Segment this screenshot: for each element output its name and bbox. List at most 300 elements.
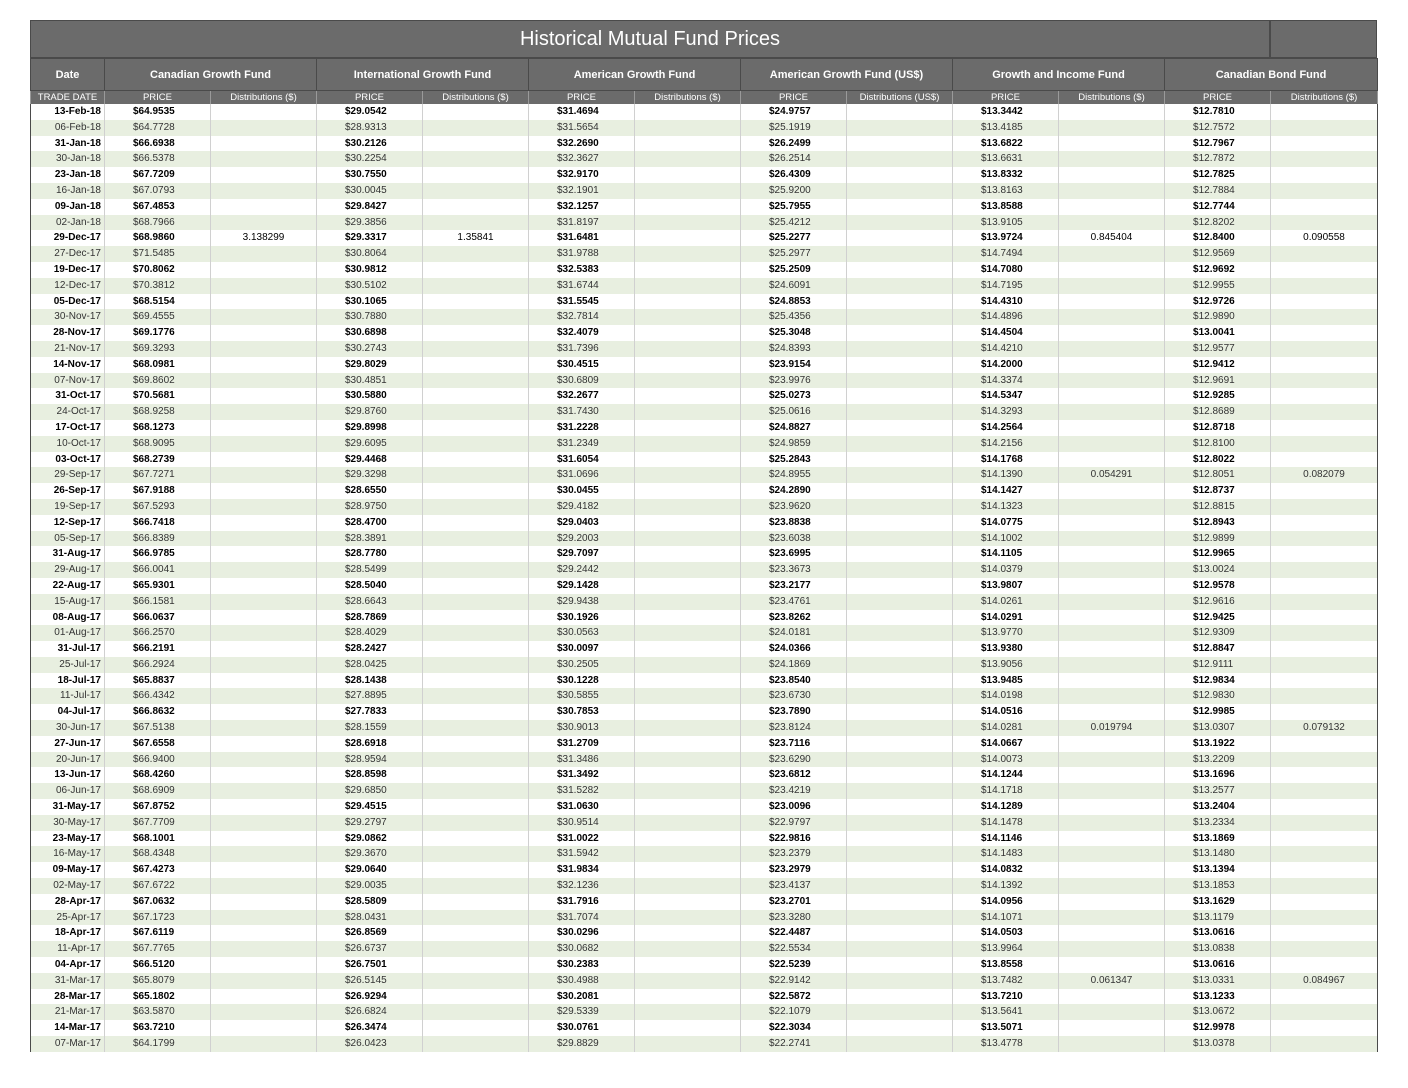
trade-date-cell: 09-May-17 (31, 862, 105, 878)
distribution-cell (423, 578, 529, 594)
price-cell: $12.8737 (1165, 483, 1271, 499)
distribution-cell (635, 467, 741, 483)
price-cell: $12.8051 (1165, 467, 1271, 483)
distribution-cell (1271, 341, 1378, 357)
price-cell: $67.7209 (105, 167, 211, 183)
price-cell: $14.5347 (953, 388, 1059, 404)
distribution-cell (847, 167, 953, 183)
price-cell: $30.2505 (529, 657, 635, 673)
distribution-cell (1059, 357, 1165, 373)
price-cell: $28.5809 (317, 894, 423, 910)
distribution-cell (847, 657, 953, 673)
distribution-cell (1059, 894, 1165, 910)
distribution-cell (211, 420, 317, 436)
distribution-cell (1059, 657, 1165, 673)
price-cell: $14.0832 (953, 862, 1059, 878)
price-cell: $13.9807 (953, 578, 1059, 594)
price-cell: $67.1723 (105, 910, 211, 926)
distribution-cell (211, 104, 317, 120)
mutual-fund-price-sheet (30, 20, 1377, 1052)
distribution-cell (1271, 704, 1378, 720)
price-cell: $66.1581 (105, 594, 211, 610)
distributions-subheader: Distributions ($) (1059, 91, 1165, 105)
price-cell: $13.7210 (953, 989, 1059, 1005)
distribution-cell (423, 262, 529, 278)
distribution-cell (635, 720, 741, 736)
price-cell: $68.1001 (105, 831, 211, 847)
distribution-cell: 0.845404 (1059, 230, 1165, 246)
price-cell: $31.0630 (529, 799, 635, 815)
distribution-cell (211, 989, 317, 1005)
distribution-cell (211, 199, 317, 215)
price-cell: $23.8262 (741, 610, 847, 626)
distribution-cell (635, 862, 741, 878)
date-header: Date (31, 59, 105, 91)
fund-header: Canadian Bond Fund (1165, 59, 1378, 91)
trade-date-subheader: TRADE DATE (31, 91, 105, 105)
distribution-cell (423, 641, 529, 657)
distribution-cell (1059, 373, 1165, 389)
distribution-cell (847, 136, 953, 152)
price-cell: $31.5282 (529, 783, 635, 799)
distribution-cell (423, 151, 529, 167)
distribution-cell (635, 136, 741, 152)
price-cell: $22.2741 (741, 1036, 847, 1052)
price-cell: $70.3812 (105, 278, 211, 294)
price-cell: $30.0045 (317, 183, 423, 199)
table-row (31, 752, 1378, 768)
distribution-cell (1271, 546, 1378, 562)
price-cell: $27.8895 (317, 688, 423, 704)
distribution-cell (1059, 215, 1165, 231)
distribution-cell (211, 388, 317, 404)
price-cell: $14.0073 (953, 752, 1059, 768)
price-cell: $71.5485 (105, 246, 211, 262)
price-cell: $67.5138 (105, 720, 211, 736)
distribution-cell (211, 878, 317, 894)
price-cell: $68.4260 (105, 767, 211, 783)
trade-date-cell: 06-Jun-17 (31, 783, 105, 799)
price-cell: $14.0291 (953, 610, 1059, 626)
distribution-cell (635, 436, 741, 452)
price-cell: $30.5102 (317, 278, 423, 294)
table-row (31, 720, 1378, 736)
distribution-cell (635, 578, 741, 594)
price-cell: $13.1696 (1165, 767, 1271, 783)
price-cell: $31.0696 (529, 467, 635, 483)
distribution-cell (211, 641, 317, 657)
price-cell: $32.1236 (529, 878, 635, 894)
trade-date-cell: 14-Nov-17 (31, 357, 105, 373)
distribution-cell (423, 309, 529, 325)
price-cell: $68.9860 (105, 230, 211, 246)
price-cell: $66.9400 (105, 752, 211, 768)
price-cell: $14.2564 (953, 420, 1059, 436)
price-cell: $64.9535 (105, 104, 211, 120)
distribution-cell (635, 120, 741, 136)
trade-date-cell: 21-Mar-17 (31, 1004, 105, 1020)
distribution-cell (1271, 783, 1378, 799)
distribution-cell (1271, 404, 1378, 420)
price-cell: $23.8838 (741, 515, 847, 531)
distribution-cell (211, 357, 317, 373)
distribution-cell (635, 230, 741, 246)
price-cell: $32.2690 (529, 136, 635, 152)
price-cell: $13.9380 (953, 641, 1059, 657)
price-cell: $14.4310 (953, 294, 1059, 310)
price-cell: $31.3492 (529, 767, 635, 783)
price-cell: $28.3891 (317, 531, 423, 547)
price-cell: $68.4348 (105, 846, 211, 862)
distribution-cell (1059, 388, 1165, 404)
table-row (31, 815, 1378, 831)
table-row (31, 767, 1378, 783)
table-row (31, 783, 1378, 799)
price-cell: $12.9965 (1165, 546, 1271, 562)
price-cell: $14.1768 (953, 452, 1059, 468)
trade-date-cell: 13-Feb-18 (31, 104, 105, 120)
fund-header: International Growth Fund (317, 59, 529, 91)
price-cell: $12.8943 (1165, 515, 1271, 531)
distribution-cell (847, 246, 953, 262)
distribution-cell (1059, 136, 1165, 152)
price-cell: $30.9013 (529, 720, 635, 736)
distribution-cell (211, 325, 317, 341)
distribution-cell (211, 720, 317, 736)
table-row (31, 136, 1378, 152)
price-cell: $13.0378 (1165, 1036, 1271, 1052)
distribution-cell (211, 815, 317, 831)
price-cell: $26.2499 (741, 136, 847, 152)
price-cell: $30.6898 (317, 325, 423, 341)
trade-date-cell: 10-Oct-17 (31, 436, 105, 452)
price-cell: $14.2000 (953, 357, 1059, 373)
price-cell: $24.9859 (741, 436, 847, 452)
price-cell: $69.3293 (105, 341, 211, 357)
distribution-cell (211, 1004, 317, 1020)
table-row (31, 625, 1378, 641)
distribution-cell (1271, 278, 1378, 294)
trade-date-cell: 11-Apr-17 (31, 941, 105, 957)
distribution-cell (1059, 594, 1165, 610)
distribution-cell (211, 752, 317, 768)
distribution-cell (847, 373, 953, 389)
price-cell: $68.2739 (105, 452, 211, 468)
distribution-cell (211, 436, 317, 452)
distribution-cell (211, 767, 317, 783)
price-cell: $66.5120 (105, 957, 211, 973)
price-cell: $14.0516 (953, 704, 1059, 720)
distribution-cell (1271, 388, 1378, 404)
price-cell: $12.9616 (1165, 594, 1271, 610)
price-cell: $29.8998 (317, 420, 423, 436)
price-cell: $29.3298 (317, 467, 423, 483)
price-cell: $69.1776 (105, 325, 211, 341)
distribution-cell (1059, 404, 1165, 420)
price-cell: $29.1428 (529, 578, 635, 594)
distribution-cell (635, 910, 741, 926)
price-cell: $68.6909 (105, 783, 211, 799)
table-row (31, 657, 1378, 673)
price-cell: $31.5942 (529, 846, 635, 862)
price-cell: $28.9594 (317, 752, 423, 768)
price-cell: $28.2427 (317, 641, 423, 657)
distribution-cell (847, 562, 953, 578)
distributions-subheader: Distributions ($) (423, 91, 529, 105)
trade-date-cell: 08-Aug-17 (31, 610, 105, 626)
distribution-cell (211, 973, 317, 989)
price-cell: $67.0793 (105, 183, 211, 199)
table-row (31, 831, 1378, 847)
price-cell: $26.4309 (741, 167, 847, 183)
distribution-cell (423, 325, 529, 341)
price-cell: $31.5654 (529, 120, 635, 136)
price-cell: $12.9691 (1165, 373, 1271, 389)
price-cell: $66.9785 (105, 546, 211, 562)
distribution-cell (635, 831, 741, 847)
distribution-cell (1271, 799, 1378, 815)
distribution-cell (847, 862, 953, 878)
price-cell: $22.9797 (741, 815, 847, 831)
distribution-cell (847, 215, 953, 231)
price-cell: $31.4694 (529, 104, 635, 120)
distribution-cell (1059, 783, 1165, 799)
price-cell: $12.9569 (1165, 246, 1271, 262)
distribution-cell (635, 515, 741, 531)
trade-date-cell: 22-Aug-17 (31, 578, 105, 594)
distribution-cell (423, 878, 529, 894)
price-cell: $67.7709 (105, 815, 211, 831)
price-cell: $13.5641 (953, 1004, 1059, 1020)
table-row (31, 846, 1378, 862)
price-cell: $14.7195 (953, 278, 1059, 294)
distribution-cell (847, 357, 953, 373)
distribution-cell (1059, 831, 1165, 847)
distribution-cell (423, 136, 529, 152)
distribution-cell (1059, 515, 1165, 531)
price-cell: $12.9985 (1165, 704, 1271, 720)
price-cell: $13.5071 (953, 1020, 1059, 1036)
distribution-cell (211, 262, 317, 278)
price-cell: $31.6054 (529, 452, 635, 468)
distribution-cell (1271, 767, 1378, 783)
price-cell: $13.1629 (1165, 894, 1271, 910)
distribution-cell (847, 815, 953, 831)
price-cell: $22.1079 (741, 1004, 847, 1020)
price-cell: $30.0296 (529, 925, 635, 941)
price-cell: $22.9816 (741, 831, 847, 847)
price-cell: $23.4761 (741, 594, 847, 610)
table-row (31, 1036, 1378, 1052)
price-cell: $67.0632 (105, 894, 211, 910)
price-subheader: PRICE (529, 91, 635, 105)
distribution-cell (211, 278, 317, 294)
trade-date-cell: 18-Jul-17 (31, 673, 105, 689)
price-cell: $30.0455 (529, 483, 635, 499)
distribution-cell (635, 925, 741, 941)
distribution-cell (635, 799, 741, 815)
price-cell: $29.2442 (529, 562, 635, 578)
price-cell: $28.0431 (317, 910, 423, 926)
price-subheader: PRICE (953, 91, 1059, 105)
distribution-cell (847, 941, 953, 957)
table-row (31, 341, 1378, 357)
price-cell: $24.8853 (741, 294, 847, 310)
distribution-cell: 0.090558 (1271, 230, 1378, 246)
distribution-cell (211, 846, 317, 862)
distribution-cell (635, 846, 741, 862)
distribution-cell (635, 183, 741, 199)
distribution-cell (1059, 704, 1165, 720)
price-table (30, 58, 1378, 1052)
distribution-cell (847, 531, 953, 547)
distribution-cell (1059, 862, 1165, 878)
price-cell: $14.0198 (953, 688, 1059, 704)
price-cell: $29.8760 (317, 404, 423, 420)
distribution-cell (423, 815, 529, 831)
price-cell: $28.5499 (317, 562, 423, 578)
distribution-cell (635, 878, 741, 894)
trade-date-cell: 18-Apr-17 (31, 925, 105, 941)
distribution-cell (1271, 846, 1378, 862)
price-cell: $65.8837 (105, 673, 211, 689)
price-cell: $29.3670 (317, 846, 423, 862)
distribution-cell (423, 215, 529, 231)
distribution-cell (1271, 262, 1378, 278)
price-subheader: PRICE (1165, 91, 1271, 105)
price-cell: $66.2191 (105, 641, 211, 657)
price-cell: $23.9154 (741, 357, 847, 373)
table-row (31, 1020, 1378, 1036)
distribution-cell (1271, 515, 1378, 531)
distribution-cell (847, 1004, 953, 1020)
price-cell: $12.7884 (1165, 183, 1271, 199)
trade-date-cell: 30-Jun-17 (31, 720, 105, 736)
distribution-cell (423, 989, 529, 1005)
price-cell: $24.8827 (741, 420, 847, 436)
price-cell: $12.9578 (1165, 578, 1271, 594)
distribution-cell (211, 499, 317, 515)
distribution-cell (1059, 436, 1165, 452)
distribution-cell (1271, 562, 1378, 578)
price-cell: $24.1869 (741, 657, 847, 673)
price-cell: $29.7097 (529, 546, 635, 562)
distribution-cell (635, 1004, 741, 1020)
price-cell: $28.9750 (317, 499, 423, 515)
price-cell: $28.0425 (317, 657, 423, 673)
price-cell: $23.7890 (741, 704, 847, 720)
distribution-cell (635, 294, 741, 310)
price-cell: $67.4853 (105, 199, 211, 215)
distribution-cell (1059, 278, 1165, 294)
price-cell: $32.2677 (529, 388, 635, 404)
distribution-cell (1059, 294, 1165, 310)
price-cell: $32.5383 (529, 262, 635, 278)
price-cell: $25.4212 (741, 215, 847, 231)
distribution-cell (847, 894, 953, 910)
distribution-cell (847, 341, 953, 357)
price-cell: $27.7833 (317, 704, 423, 720)
price-cell: $29.4515 (317, 799, 423, 815)
price-cell: $65.8079 (105, 973, 211, 989)
price-cell: $13.0331 (1165, 973, 1271, 989)
price-cell: $14.0261 (953, 594, 1059, 610)
price-cell: $14.0667 (953, 736, 1059, 752)
price-cell: $29.0542 (317, 104, 423, 120)
trade-date-cell: 31-Jan-18 (31, 136, 105, 152)
price-cell: $12.9692 (1165, 262, 1271, 278)
table-row (31, 104, 1378, 120)
distribution-cell (1059, 546, 1165, 562)
distribution-cell (423, 736, 529, 752)
price-cell: $24.6091 (741, 278, 847, 294)
trade-date-cell: 28-Apr-17 (31, 894, 105, 910)
price-cell: $32.4079 (529, 325, 635, 341)
trade-date-cell: 05-Sep-17 (31, 531, 105, 547)
price-cell: $68.9258 (105, 404, 211, 420)
distribution-cell (635, 641, 741, 657)
distribution-cell (423, 120, 529, 136)
price-cell: $22.9142 (741, 973, 847, 989)
distribution-cell (847, 989, 953, 1005)
price-cell: $30.7550 (317, 167, 423, 183)
distribution-cell (847, 278, 953, 294)
distribution-cell (1059, 199, 1165, 215)
price-cell: $14.1071 (953, 910, 1059, 926)
price-cell: $13.4185 (953, 120, 1059, 136)
distribution-cell (1059, 483, 1165, 499)
table-row (31, 420, 1378, 436)
price-cell: $26.9294 (317, 989, 423, 1005)
distribution-cell (847, 452, 953, 468)
price-cell: $30.2126 (317, 136, 423, 152)
distribution-cell (1271, 199, 1378, 215)
price-cell: $28.4700 (317, 515, 423, 531)
trade-date-cell: 01-Aug-17 (31, 625, 105, 641)
table-row (31, 878, 1378, 894)
distribution-cell (211, 215, 317, 231)
distribution-cell (847, 309, 953, 325)
distribution-cell (211, 452, 317, 468)
table-row (31, 120, 1378, 136)
price-cell: $14.1244 (953, 767, 1059, 783)
price-cell: $29.4182 (529, 499, 635, 515)
distribution-cell (1059, 120, 1165, 136)
price-cell: $28.7869 (317, 610, 423, 626)
price-cell: $13.9964 (953, 941, 1059, 957)
distribution-cell (211, 341, 317, 357)
price-cell: $13.0672 (1165, 1004, 1271, 1020)
price-cell: $29.8427 (317, 199, 423, 215)
distribution-cell (211, 1020, 317, 1036)
distribution-cell (1271, 989, 1378, 1005)
distribution-cell (847, 262, 953, 278)
price-cell: $14.0775 (953, 515, 1059, 531)
price-cell: $70.8062 (105, 262, 211, 278)
table-row (31, 688, 1378, 704)
distribution-cell (635, 373, 741, 389)
title-row (30, 20, 1377, 58)
price-cell: $28.1559 (317, 720, 423, 736)
price-cell: $14.2156 (953, 436, 1059, 452)
price-cell: $13.2404 (1165, 799, 1271, 815)
price-cell: $31.8197 (529, 215, 635, 231)
price-cell: $13.0838 (1165, 941, 1271, 957)
distribution-cell (1059, 325, 1165, 341)
distribution-cell (1059, 1036, 1165, 1052)
price-cell: $14.3374 (953, 373, 1059, 389)
price-cell: $13.3442 (953, 104, 1059, 120)
